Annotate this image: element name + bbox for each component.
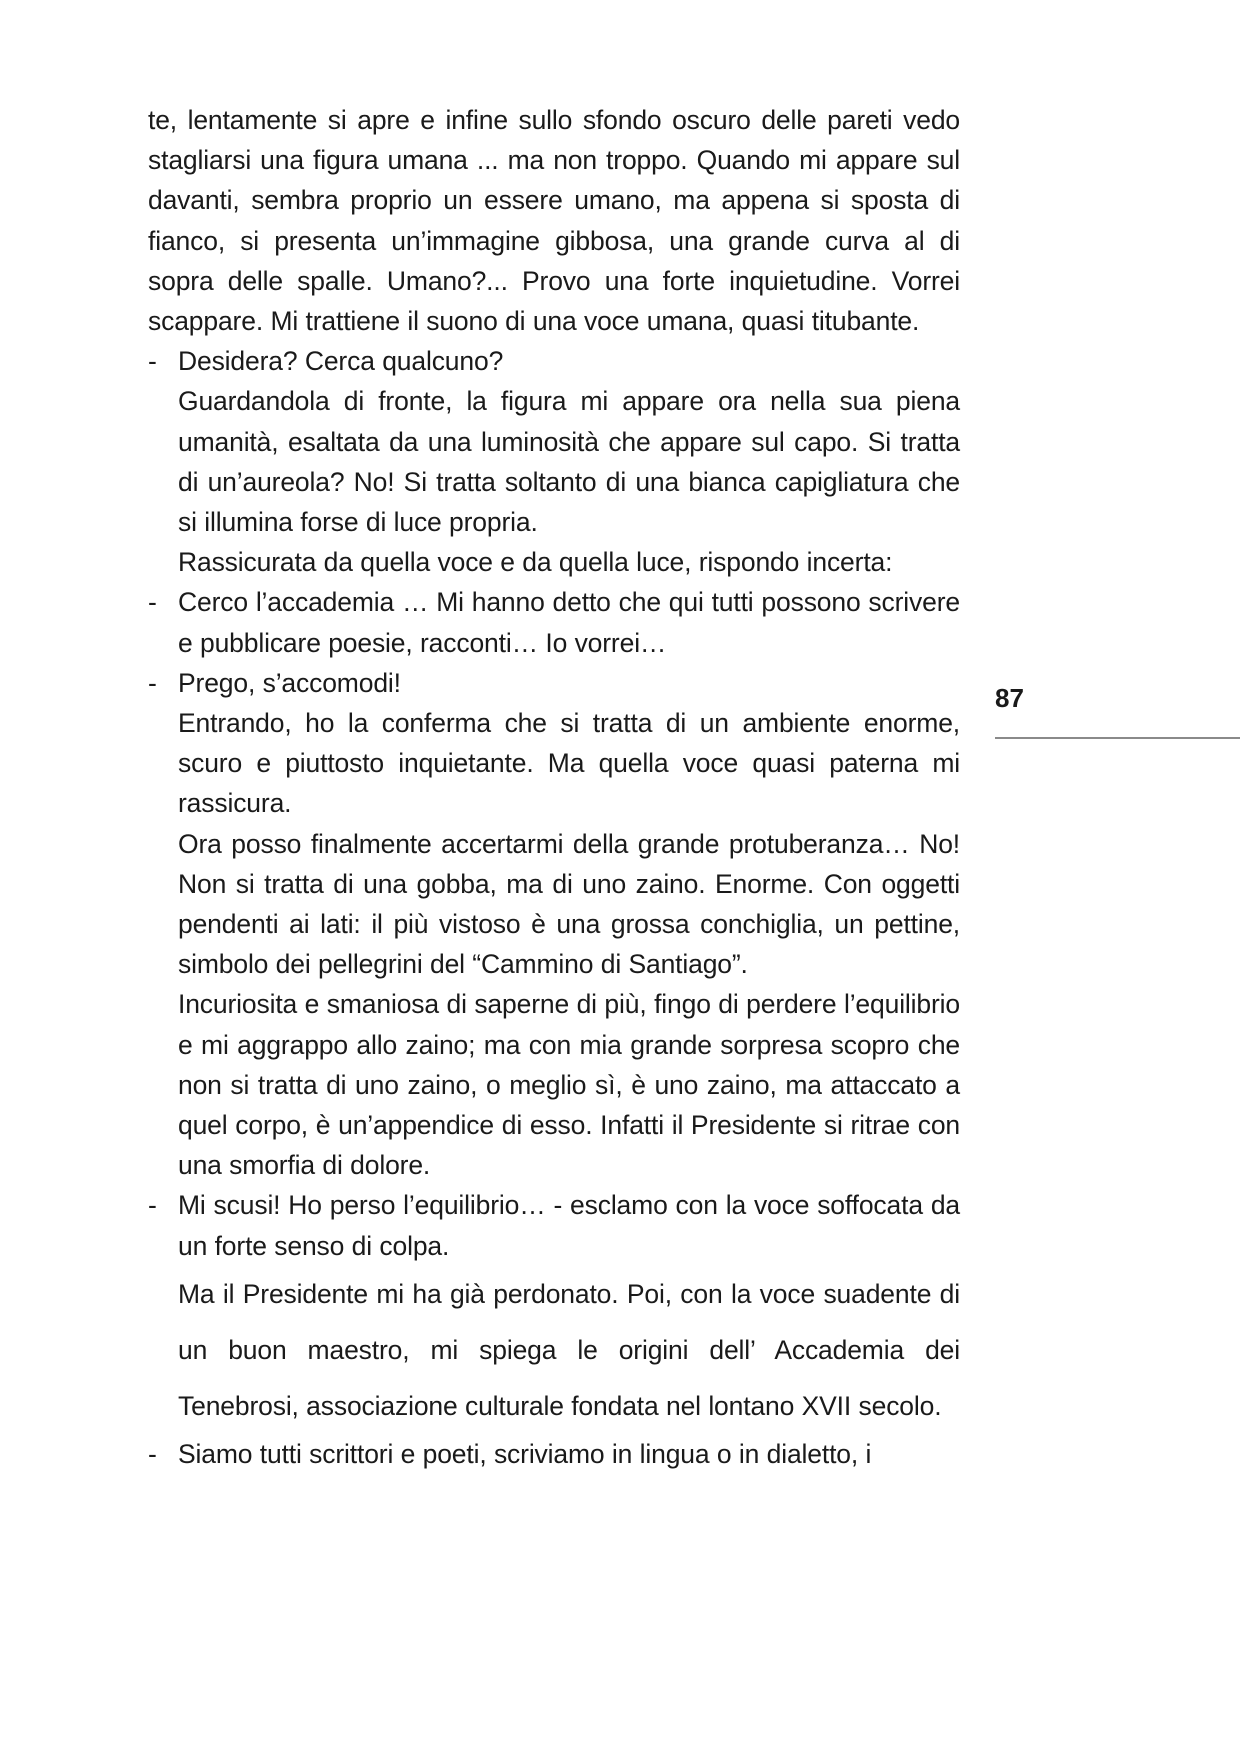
dialogue-text: Mi scusi! Ho perso l’equilibrio… - esclamo con la voce soffocata da un forte senso di colpa. <box>178 1190 960 1261</box>
dialogue-dash: - <box>148 587 157 618</box>
paragraph-presidente-perdonato: Ma il Presidente mi ha già perdonato. Poi, con la voce suadente di un buon maestro, mi spiega le origini dell’ Accademia dei Tenebrosi, associazione culturale fondata nel lontano XVII secolo. <box>178 1278 960 1421</box>
dialogue-line-desidera <box>148 341 960 381</box>
dialogue-line-mi-scusi <box>148 1185 960 1265</box>
page-number-rule <box>995 737 1240 739</box>
page-number-block <box>995 683 1240 713</box>
dialogue-line-siamo-tutti <box>148 1434 960 1474</box>
paragraph-opening: te, lentamente si apre e infine sullo sfondo oscuro delle pareti vedo stagliarsi una figura umana ... ma non troppo. Quando mi appare sul davanti, sembra proprio un essere umano, ma appena si sposta di fianco, si presenta un’immagine gibbosa, una grande curva al di sopra delle spalle. Umano?... Provo una forte inquietudine. Vorrei scappare. Mi trattiene il suono di una voce umana, quasi titubante. <box>148 105 960 337</box>
dialogue-text: Desidera? Cerca qualcuno? <box>178 346 504 377</box>
dialogue-dash: - <box>148 1438 157 1469</box>
paragraph-incuriosita: Incuriosita e smaniosa di saperne di più, fingo di perdere l’equilibrio e mi aggrappo allo zaino; ma con mia grande sorpresa scopro che non si tratta di uno zaino, o meglio sì, è uno zaino, ma attaccato a quel corpo, è un’appendice di esso. Infatti il Presidente si ritrae con una smorfia di dolore. <box>178 989 960 1181</box>
dialogue-line-prego <box>148 663 960 703</box>
paragraph-protuberanza: Ora posso finalmente accertarmi della grande protuberanza… No! Non si tratta di una gobba, ma di uno zaino. Enorme. Con oggetti pendenti ai lati: il più vistoso è una grossa conchiglia, un pettine, simbolo dei pellegrini del “Cammino di Santiago”. <box>178 828 960 980</box>
dialogue-text: Prego, s’accomodi! <box>178 667 401 698</box>
dialogue-line-cerco-accademia <box>148 582 960 662</box>
text-column <box>148 100 960 1474</box>
paragraph-entrando: Entrando, ho la conferma che si tratta di un ambiente enorme, scuro e piuttosto inquietante. Ma quella voce quasi paterna mi rassicura. <box>178 708 960 819</box>
dialogue-dash: - <box>148 1190 157 1221</box>
paragraph-guardandola: Guardandola di fronte, la figura mi appare ora nella sua piena umanità, esaltata da una luminosità che appare sul capo. Si tratta di un’aureola? No! Si tratta soltanto di una bianca capigliatura che si illumina forse di luce propria. <box>178 386 960 538</box>
dialogue-text: Cerco l’accademia … Mi hanno detto che qui tutti possono scrivere e pubblicare poesie, racconti… Io vorrei… <box>178 587 960 658</box>
paragraph-rassicurata: Rassicurata da quella voce e da quella luce, rispondo incerta: <box>178 547 893 578</box>
page-number: 87 <box>995 683 1024 713</box>
dialogue-text: Siamo tutti scrittori e poeti, scriviamo in lingua o in dialetto, i <box>178 1438 872 1469</box>
dialogue-dash: - <box>148 667 157 698</box>
dialogue-dash: - <box>148 346 157 377</box>
